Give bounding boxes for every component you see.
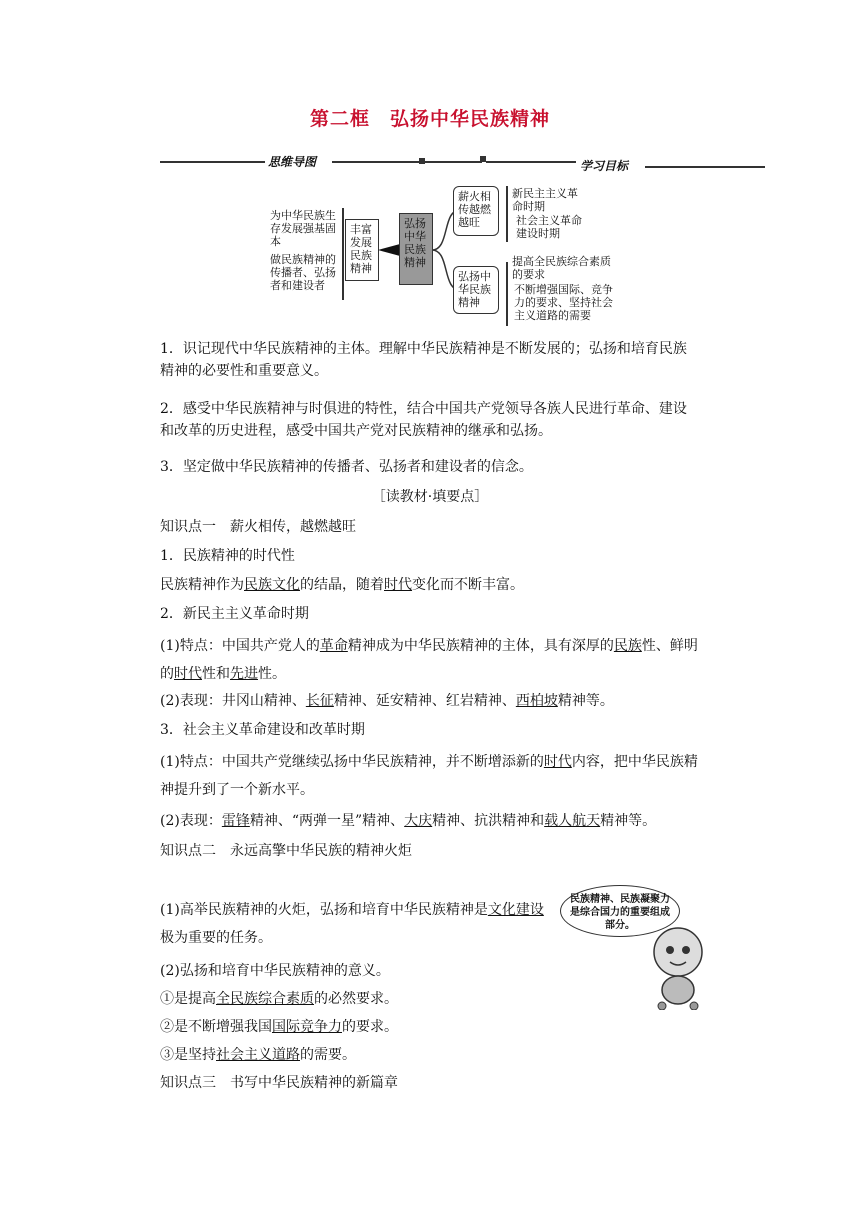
answer-blank: 民族文化 xyxy=(244,577,300,593)
page-title: 第二框 弘扬中华民族精神 xyxy=(309,108,550,130)
answer-blank: 时代 xyxy=(543,754,572,770)
k2-p2: (2)弘扬和培育中华民族精神的意义。 xyxy=(160,963,390,979)
k1-h1: 1．民族精神的时代性 xyxy=(160,548,295,564)
bracket xyxy=(342,208,344,300)
k1-p5: (2)表现：雷锋精神、“两弹一星”精神、大庆精神、抗洪精神和载人航天精神等。 xyxy=(160,813,657,829)
banner-marker xyxy=(419,158,425,164)
k1-h2: 2．新民主主义革命时期 xyxy=(160,606,309,622)
speech-bubble: 民族精神、民族凝聚力是综合国力的重要组成部分。 xyxy=(560,885,680,937)
goal-2: 2．感受中华民族精神与时俱进的特性，结合中国共产党领导各族人民进行革命、建设和改革的历史进程，感受中国共产党对民族精神的继承和弘扬。 xyxy=(160,401,687,439)
mindmap-right-top-b: 社会主义革命建设时期 xyxy=(516,214,582,240)
goal-3: 3．坚定做中华民族精神的传播者、弘扬者和建设者的信念。 xyxy=(160,459,533,475)
k1-p2: (1)特点：中国共产党人的革命精神成为中华民族精神的主体，具有深厚的民族性、鲜明的时代性和先进性。 xyxy=(160,638,698,682)
k1-p4: (1)特点：中国共产党继续弘扬中华民族精神，并不断增添新的时代内容，把中华民族精神提升到了一个新水平。 xyxy=(160,754,698,798)
mindmap-left-main: 丰富发展民族精神 xyxy=(345,219,379,281)
answer-blank: 大庆 xyxy=(404,813,433,829)
mindmap-right-bottom: 弘扬中华民族精神 xyxy=(453,266,499,314)
arrow-left-icon xyxy=(378,238,400,262)
answer-blank: 文化建设 xyxy=(487,902,544,918)
answer-blank: 国际竞争力 xyxy=(272,1019,342,1035)
answer-blank: 载人航天 xyxy=(544,813,601,829)
bracket xyxy=(506,262,508,326)
k2-title: 知识点二 永远高擎中华民族的精神火炬 xyxy=(160,843,412,859)
k1-title: 知识点一 薪火相传，越燃越旺 xyxy=(160,519,356,535)
banner-rule-left xyxy=(160,161,265,163)
answer-blank: 民族 xyxy=(613,638,642,654)
answer-blank: 全民族综合素质 xyxy=(216,991,314,1007)
goals-label: 学习目标 xyxy=(580,159,629,173)
k3-title: 知识点三 书写中华民族精神的新篇章 xyxy=(160,1075,398,1091)
k1-p1: 民族精神作为民族文化的结晶，随着时代变化而不断丰富。 xyxy=(160,577,524,593)
mindmap-left-top: 为中华民族生存发展强基固本 xyxy=(270,209,336,248)
bracket xyxy=(506,186,508,242)
k2-item-3: ③是坚持社会主义道路的需要。 xyxy=(160,1047,356,1063)
k2-item-1: ①是提高全民族综合素质的必然要求。 xyxy=(160,991,398,1007)
banner-rule-right xyxy=(645,166,765,168)
answer-blank: 社会主义道路 xyxy=(216,1047,300,1063)
mindmap-right-top-a: 新民主主义革命时期 xyxy=(512,187,578,213)
k2-item-2: ②是不断增强我国国际竞争力的要求。 xyxy=(160,1019,398,1035)
banner-rule-mid xyxy=(332,161,482,163)
mindmap-left-bottom: 做民族精神的传播者、弘扬者和建设者 xyxy=(270,253,336,292)
goal-1: 1．识记现代中华民族精神的主体。理解中华民族精神是不断发展的；弘扬和培育民族精神的必要性和重要意义。 xyxy=(160,341,687,379)
answer-blank: 时代 xyxy=(174,666,202,682)
mindmap-center: 弘扬中华民族精神 xyxy=(399,213,433,285)
answer-blank: 先进 xyxy=(230,666,258,682)
answer-blank: 长征 xyxy=(305,693,334,709)
answer-blank: 西柏坡 xyxy=(515,693,558,709)
mindmap-right-bottom-b: 不断增强国际、竞争力的要求、坚持社会主义道路的需要 xyxy=(514,283,613,322)
answer-blank: 时代 xyxy=(384,577,412,593)
answer-blank: 革命 xyxy=(319,638,348,654)
k1-p3: (2)表现：井冈山精神、长征精神、延安精神、红岩精神、西柏坡精神等。 xyxy=(160,693,614,709)
mindmap-right-bottom-a: 提高全民族综合素质的要求 xyxy=(512,255,611,281)
k1-h3: 3．社会主义革命建设和改革时期 xyxy=(160,722,365,738)
mindmap-label: 思维导图 xyxy=(268,155,317,169)
banner-rule-mid2 xyxy=(486,161,576,163)
k2-p1: (1)高举民族精神的火炬，弘扬和培育中华民族精神是文化建设极为重要的任务。 xyxy=(160,902,544,946)
answer-blank: 雷锋 xyxy=(221,813,250,829)
mindmap-right-top: 薪火相传越燃越旺 xyxy=(453,186,499,236)
section-header: ［读教材·填要点］ xyxy=(371,489,489,505)
